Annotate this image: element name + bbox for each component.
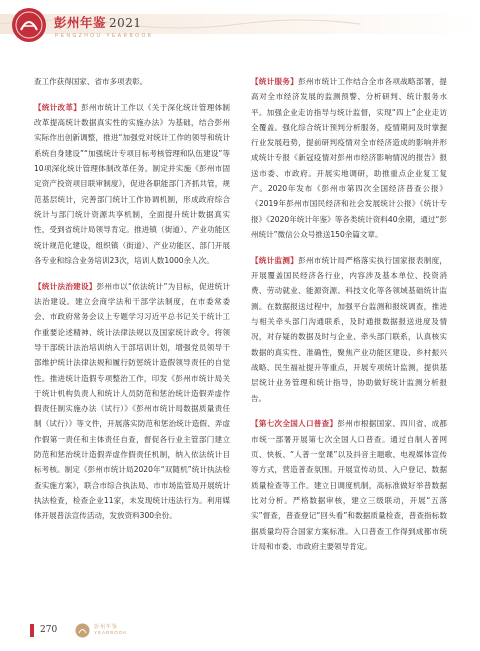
section-tag: 【统计服务】 xyxy=(251,77,299,86)
section-tag: 【统计监测】 xyxy=(251,255,299,265)
paragraph-continuation: 查工作获得国家、省市多项表彰。 xyxy=(34,77,148,86)
section-tag: 【第七次全国人口普查】 xyxy=(251,419,338,429)
footer-book-name: 彭州年鉴 xyxy=(94,624,119,630)
footer-book-english: YEARBOOK xyxy=(94,630,128,635)
yearbook-title-text: 彭州年鉴 xyxy=(54,15,107,30)
yearbook-seal-icon xyxy=(10,6,48,44)
section-statistics-monitoring xyxy=(251,253,447,406)
section-body: 彭州市统计工作以《关于深化统计管理体制改革提高统计数据真实性的实施办法》为基础，结合彭州实际作出创新调整，推进“加强党对统计工作的领导和统计系统自身建设”“加强统计专项目标考核管理和队伍建设”等10项深化统计管理体制改革任务。制定并实施《彭州市固定资产投资项目联审制度》，促进各职能部门齐抓共管，规范基层统计，完善部门统计工作协调机制，形成政府综合统计与部门统计资源共享机制，全面提升统计数据真实性，受到省统计局领导肯定。推进镇（街道）、产业功能区统计规范化建设，组织镇（街道）、产业功能区、部门开展各专业和综合业务培训23次，培训人数1000余人次。 xyxy=(34,102,230,265)
section-statistics-legal xyxy=(34,279,230,524)
section-tag: 【统计法治建设】 xyxy=(34,281,97,291)
yearbook-year: 2021 xyxy=(109,16,142,30)
section-census xyxy=(251,416,447,554)
page-number: 270 xyxy=(40,625,58,635)
right-column xyxy=(251,74,447,565)
left-column xyxy=(34,74,230,534)
section-tag: 【统计改革】 xyxy=(34,102,82,112)
section-body: 彭州市统计局严格落实执行国家报表制度，开展覆盖国民经济各行业，内容涉及基本单位、投资消费、劳动就业、能源资源、科技文化等各领域基础统计监测。在数据报送过程中，加强平台监测和报统调查，推进与相关牵头部门沟通联系，及时通报数据报送进度及情况，对存疑的数据及时与企业、牵头部门联系，认真核实数据的真实性、准确性，聚焦产业功能区建设、乡村振兴战略、民生福祉提升等重点，开展专项统计监测，提供基层统计业务管理和统计指导，协助做好统计监测分析报告。 xyxy=(251,255,447,403)
section-body: 彭州市根据国家、四川省、成都市统一部署开展第七次全国人口普查。通过自制人普网页、快板、“人普一堂课”以及抖音主题歌、电视媒体宣传等方式，营造普查氛围。开展宣传动员、入户登记、数据质量检查等工作。建立日调度机制，高标准做好举普数据比对分析。严格数据审核，建立三级联动，开展“五落实”督查，普查登记“回头看”和数据质量检查，普查指标数据质量均符合国家方案标准。入口普查工作得到成都市统计局和市委、市政府主要领导肯定。 xyxy=(251,419,447,551)
section-body: 彭州市统计工作结合全市各项战略部署，提高对全市经济发展的监测预警、分析研判、统计服务水平。加强企业走访指导与统计监督，实现“四上”企业走访全覆盖。强化综合统计预判分析服务，疫情期间及时掌握行业发展趋势，提前研判疫情对全市经济造成的影响并形成统计专报《新冠疫情对彭州市经济影响情况的报告》报送市委、市政府。开展实地调研，助推重点企业复工复产。2020年发布《彭州市第四次全国经济普查公报》《2019年彭州市国民经济和社会发展统计公报》《统计专报》《2020年统计年鉴》等各类统计资料40余期，通过“彭州统计”微信公众号推送150余篇文章。 xyxy=(251,77,447,239)
page-header xyxy=(0,0,480,62)
section-statistics-service xyxy=(251,74,447,242)
footer-seal-icon xyxy=(75,623,90,638)
section-statistics-reform xyxy=(34,100,230,268)
footer-accent-bar xyxy=(30,624,34,637)
yearbook-title xyxy=(54,13,142,31)
yearbook-title-english: PENGZHOU YEARBOOK xyxy=(55,33,154,39)
section-body: 彭州市以“依法统计”为目标，促进统计法治建设。建立会商学法和干部学法制度，在市委常委会、市政府常务会议上专题学习习近平总书记关于统计工作重要论述精神、统计法律法规以及国家统计政令。将领导干部统计法治培训纳入干部培训计划，增强党员领导干部维护统计法律法规和履行防惩统计造假领导责任的自觉性。推进统计造假专项整治工作，印发《彭州市统计局关于统计机构负责人和统计人员防范和惩治统计造假弄虚作假责任制实施办法（试行）》《彭州市统计局数据质量责任制（试行）》等文件，开展落实防范和惩治统计造假、弄虚作假第一责任和主体责任自查，督促各行业主管部门建立防范和惩治统计造假弄虚作假责任机制，纳入依法统计目标考核。制定《彭州市统计局2020年“双随机”统计执法检查实施方案》，联合市综合执法局、市市场监管局开展统计执法检查，检查企业11家，未发现统计违法行为。利用媒体开展普法宣传活动，发放资料300余份。 xyxy=(34,281,230,521)
page-footer xyxy=(0,619,480,643)
